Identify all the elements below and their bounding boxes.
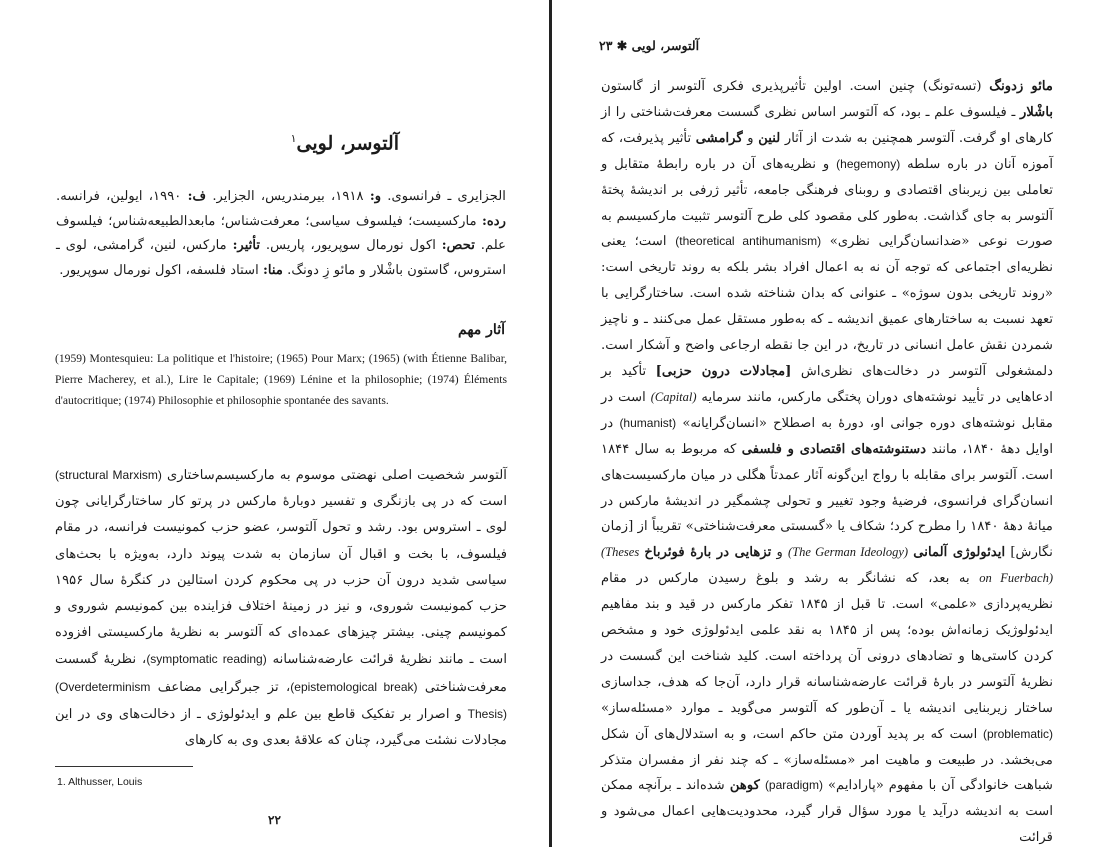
- post-value: استاد فلسفه، اکول نورمال سوپریور.: [59, 262, 259, 278]
- died-value: ۱۹۹۰، ایولین، فرانسه.: [56, 189, 182, 204]
- bold-name: مائو زدونگ: [989, 79, 1053, 94]
- right-body-paragraph: [601, 74, 1053, 847]
- english-term: (problematic): [982, 726, 1053, 741]
- influence-value: مارکس، لنین، گرامشی، لوی ـ استروس، گاستون باشْلار و مائو زِ دونگ.: [56, 238, 506, 278]
- body-text: شده‌اند ـ برآنچه ممکن است به اندیشه درآید یا مورد سؤال قرار گیرد، محدودیت‌هایی اعمال می‌شود و قرائت: [601, 778, 1053, 846]
- footnote: 1. Althusser, Louis: [57, 776, 143, 788]
- bold-name: کوهن: [729, 778, 760, 794]
- english-term: (Theses on Fuerbach): [601, 545, 1054, 586]
- biography-block: [56, 185, 506, 283]
- english-term: (theoretical antihumanism): [675, 234, 822, 249]
- english-term: (hegemony): [836, 156, 901, 171]
- running-header: آلتوسر، لویی ✱ ۲۳: [599, 38, 700, 53]
- body-text: است که بر پدید آوردن متن حاکم است، و به استدلال‌های آن شکل می‌بخشد. در طبیعت و ماهیت امر «مسئله‌ساز» ـ که چند نفر از مفسران متذکر شباهت خانوادگی آن با مفهوم «پارادایم»: [601, 726, 1053, 794]
- nationality: الجزایری ـ فرانسوی.: [387, 189, 506, 204]
- english-term: (symptomatic reading): [146, 652, 267, 667]
- english-term: (Overdeterminism Thesis): [55, 679, 507, 721]
- page-number: ۲۲: [268, 813, 281, 827]
- english-term: (epistemological break): [290, 679, 418, 694]
- post-label: منا:: [263, 262, 283, 278]
- body-text: (تسه‌تونگ) چنین است. اولین تأثیرپذیری فکری آلتوسر از گاستون: [601, 79, 982, 94]
- bold-name: لنین: [758, 130, 781, 146]
- works-heading: آثار مهم: [458, 322, 505, 338]
- body-text: و اصرار بر تفکیک قاطع بین علم و ایدئولوژی ـ از دخالت‌های وی در این مجادلات نشئت می‌گیرد، چنان که علاقهٔ بعدی وی به کارهای: [55, 706, 507, 749]
- bold-name: باشْلار: [1020, 104, 1054, 120]
- born-label: و:: [369, 189, 382, 204]
- education-label: تحص:: [441, 238, 475, 253]
- body-text: است؛ یعنی نظریه‌ای اجتماعی که توجه آن نه به اعمال افراد بشر بلکه به روند تاریخی است: «روند تاریخی بدون سوژه» ـ عنوانی که بدان شناخته شده است. ساختارگرایی با تعهد نسبت به ساختارهای عمیق اندیشه ـ که به‌طور مستقل عمل می‌کنند ـ و ناچیز شمردن نقش عامل انسانی در تاریخ، در این جا نقطه ارجاعی واضح و آشکار است. دلمشغولی آلتوسر در دخالت‌های نظری‌اش: [601, 234, 1053, 379]
- bold-title: دستنوشته‌های اقتصادی و فلسفی: [741, 441, 927, 457]
- body-text: است که در پی بازنگری و تفسیر دوبارهٔ مارکس در پرتو کار ساختارگرایانی چون لوی ـ استروس بود. رشد و تحول آلتوسر، عضو حزب کمونیست فرانسه، در مقام فیلسوف، با بخت و اقبال آن سازمان به شدت پیوند دارد، به‌ویژه با بحث‌های سیاسی شدید درون آن حزب در پی محکوم کردن استالین در کنگرهٔ سال ۱۹۵۶ حزب کمونیست شوروی، و نیز در زمینهٔ اختلاف فزاینده بین کمونیسم شوروی و کمونیسم چینی. بیشتر چیزهای عمده‌ای که آلتوسر به نظریهٔ مارکسیستی افزوده است ـ مانند نظریهٔ قرائت عارضه‌شناسانه: [55, 494, 507, 668]
- bold-title: تزهایی در بارهٔ فوئرباخ: [644, 545, 772, 561]
- born-value: ۱۹۱۸، بیرمندریس، الجزایر.: [212, 189, 364, 204]
- body-text: تأکید بر ادعاهایی در تأیید نوشته‌های دوران پختگی مارکس، مانند سرمایه: [601, 363, 1053, 405]
- bold-phrase: [مجادلات درون حزبی]: [655, 363, 792, 379]
- bold-name: گرامشی: [695, 130, 743, 146]
- influence-label: تأثیر:: [232, 238, 261, 253]
- body-text: تأثیر پذیرفت، که آموزه آنان در باره سلطه: [601, 130, 1053, 172]
- body-text: به بعد، که نشانگر به رشد و بلوغ رسیدن مارکس در مقام نظریه‌پردازی «علمی» است. تا قبل از ۱۸۴۵ تفکر مارکس در قید و بند مفاهیم ایدئولوژیک زمانه‌اش بوده؛ پس از ۱۸۴۵ به نقد علمی ایدئولوژی خود و مشخص کردن کاستی‌ها و تضادهای درونی آن پرداخته است. کلید شناخت این گسست در نظریهٔ آلتوسر در بارهٔ قرائت عارضه‌شناسانه قرار دارد، آن‌جا که هدف، جداسازی ساختار زیربنایی اندیشه یا ـ آن‌طور که آلتوسر می‌گوید ـ موارد «مسئله‌ساز»: [601, 571, 1053, 716]
- body-text: ، نظریهٔ گسست معرفت‌شناختی: [55, 652, 508, 695]
- entry-title-text: آلتوسر، لویی: [296, 132, 399, 155]
- footnote-divider: [55, 766, 193, 767]
- body-text: ، تز جبرگرایی مضاعف: [157, 679, 291, 695]
- entry-title: [291, 132, 399, 154]
- english-term: (Capital): [650, 389, 697, 404]
- right-page: [553, 0, 1103, 847]
- english-term: (humanist): [619, 415, 677, 430]
- english-term: (The German Ideology): [788, 545, 909, 560]
- body-text: و: [747, 130, 754, 146]
- body-text: آلتوسر شخصیت اصلی نهضتی موسوم به مارکسیسم‌ساختاری: [166, 468, 507, 483]
- body-text: است در مقابل نوشته‌های دوره جوانی او، دورهٔ به اصطلاح «انسان‌گرایانه»: [601, 389, 1054, 431]
- left-body-paragraph: [55, 462, 507, 754]
- body-text: و: [776, 545, 783, 561]
- education-value: اکول نورمال سوپریور، پاریس.: [265, 238, 436, 253]
- footnote-marker: ۱: [290, 132, 297, 145]
- left-page: [0, 0, 549, 847]
- english-term: (paradigm): [764, 778, 823, 793]
- field-label: رده:: [481, 213, 506, 229]
- body-text: در اوایل دههٔ ۱۸۴۰، مانند: [601, 415, 1053, 457]
- works-list: (1959) Montesquieu: La politique et l'histoire; (1965) Pour Marx; (1965) (with Étienne Balibar, Pierre Macherey, et al.), Lire le Capitale; (1969) Lénine et la philosophie; (1974) Éléments d'autocritique; (1974) Philosophie et philosophie spontanée des savants.: [55, 352, 507, 407]
- bold-title: ایدئولوژی آلمانی: [913, 545, 1006, 561]
- body-text: و نظریه‌های آن در باره رابطهٔ متقابل و تعاملی بین زیربنای اقتصادی و روبنای فرهنگی جامعه، تأثیر ژرفی بر اندیشهٔ پختهٔ آلتوسر به جای گذاشت. به‌طور کلی مقصود کلی طرح آلتوسر تثبیت مارکسیسم به صورت نوعی «ضدانسان‌گرایی نظری»: [601, 156, 1053, 250]
- page-gutter: [549, 0, 552, 847]
- body-text: ـ فیلسوف علم ـ بود، که آلتوسر اساس نظری گسست معرفت‌شناختی را از کارهای او گرفت. آلتوسر همچنین به شدت از آثار: [601, 104, 1053, 146]
- field-value: مارکسیست؛ فیلسوف سیاسی؛ معرفت‌شناس؛ مابعدالطبیعه‌شناس؛ فیلسوف علم.: [56, 213, 506, 253]
- english-term: (structural Marxism): [55, 468, 162, 482]
- body-text: که مربوط به سال ۱۸۴۴ است. آلتوسر برای مقابله با رواج این‌گونه آثار عمدتاً هگلی در میان مارکسیست‌های انسان‌گرای فرانسوی، فرضیهٔ وجود تغییر و تحولی چشمگیر در اندیشهٔ مارکس در میانهٔ دههٔ ۱۸۴۰ را مطرح کرد؛ شکاف یا «گسستی معرفت‌شناختی» تقریباً از [زمان نگارش]: [601, 441, 1053, 561]
- died-label: ف:: [187, 189, 207, 204]
